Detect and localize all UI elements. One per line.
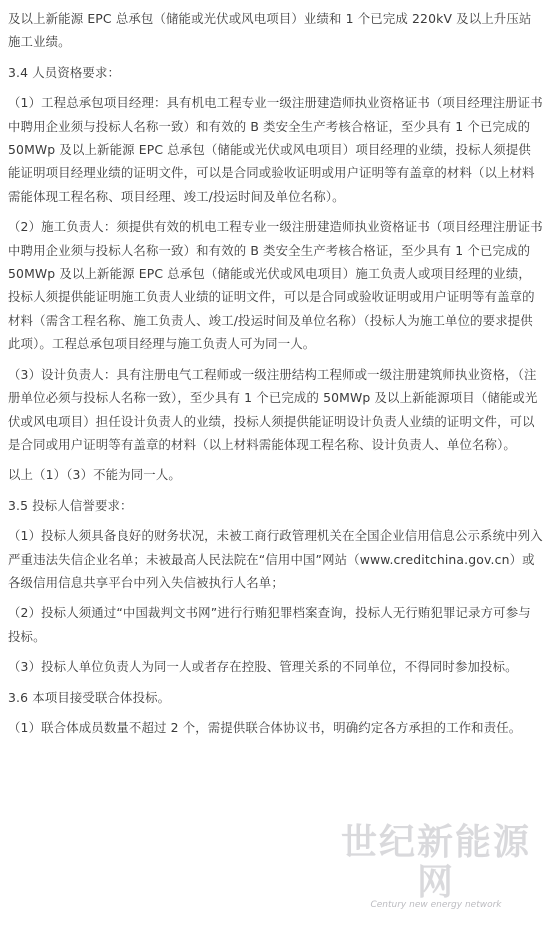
section-heading-3-6: 3.6 本项目接受联合体投标。 [8,689,171,705]
document-body [8,7,543,746]
paragraph-design-lead: （3）设计负责人：具有注册电气工程师或一级注册结构工程师或一级注册建筑师执业资格，（注册单位必须与投标人名称一致），至少具有 1 个已完成的 50MWp 及以上新能源项目（储能或光伏或风电项目）担任设计负责人的业绩，投标人须提供能证明设计负责人业绩的证明文件，可以是合同或用户证明等有盖章的材料（以上材料需能体现工程名称、设计负责人、单位名称）。 [8,366,538,452]
paragraph-consortium-members: （1）联合体成员数量不超过 2 个，需提供联合体协议书，明确约定各方承担的工作和责任。 [8,719,522,735]
watermark-english-text: Century new energy network [370,900,502,910]
paragraph-construction-lead: （2）施工负责人：须提供有效的机电工程专业一级注册建造师执业资格证书（项目经理注册证书中聘用企业须与投标人名称一致）和有效的 B 类安全生产考核合格证，至少具有 1 个已完成的 50MWp 及以上新能源 EPC 总承包（储能或光伏或风电项目）施工负责人或项目经理的业绩，投标人须提供能证明施工负责人业绩的证明文件，可以是合同或验收证明或用户证明等有盖章的材料（需含工程名称、施工负责人、竣工/投运时间及单位名称）（投标人为施工单位的要求提供此项）。工程总承包项目经理与施工负责人可为同一人。 [8,219,543,352]
paragraph-affiliated-units: （3）投标人单位负责人为同一人或者存在控股、管理关系的不同单位，不得同时参加投标。 [8,659,518,675]
section-heading-3-5: 3.5 投标人信誉要求： [8,497,133,513]
section-heading-3-4: 3.4 人员资格要求： [8,64,121,80]
paragraph-project-manager: （1）工程总承包项目经理：具有机电工程专业一级注册建造师执业资格证书（项目经理注册证书中聘用企业须与投标人名称一致）和有效的 B 类安全生产考核合格证，至少具有 1 个已完成的 50MWp 及以上新能源 EPC 总承包（储能或光伏或风电项目）项目经理的业绩，投标人须提供能证明项目经理业绩的证明文件，可以是合同或验收证明或用户证明等有盖章的材料（以上材料需能体现工程名称、项目经理、竣工/投运时间及单位名称）。 [8,95,543,204]
watermark-logo [331,822,541,910]
paragraph-credit-status: （1）投标人须具备良好的财务状况，未被工商行政管理机关在全国企业信用信息公示系统中列入严重违法失信企业名单；未被最高人民法院在“信用中国”网站（www.creditchina.gov.cn）或各级信用信息共享平台中列入失信被执行人名单； [8,528,543,590]
paragraph-same-person-note: 以上（1）（3）不能为同一人。 [8,467,181,483]
watermark-chinese-text: 世纪新能源网 [340,821,531,903]
paragraph-bribery-check: （2）投标人须通过“中国裁判文书网”进行行贿犯罪档案查询，投标人无行贿犯罪记录方可参与投标。 [8,605,531,644]
paragraph-performance-continued: 及以上新能源 EPC 总承包（储能或光伏或风电项目）业绩和 1 个已完成 220kV 及以上升压站施工业绩。 [8,11,532,50]
